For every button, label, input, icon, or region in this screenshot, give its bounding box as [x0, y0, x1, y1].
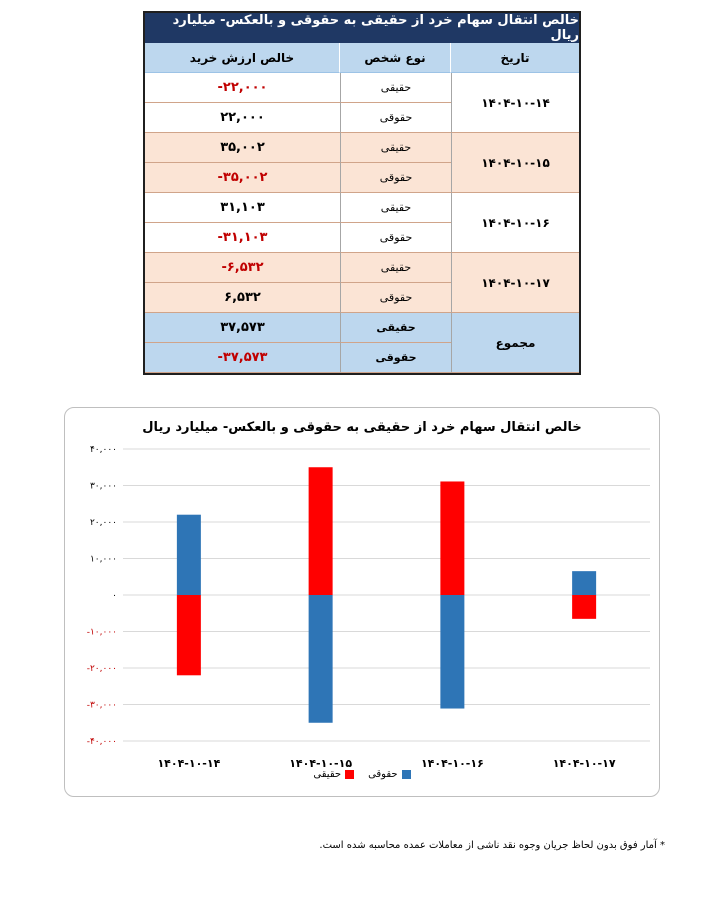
table-date-cell: ۱۴۰۴-۱۰-۱۷	[451, 253, 579, 313]
legend-swatch-legal	[402, 770, 411, 779]
bar	[177, 515, 201, 595]
header-type: نوع شخص	[340, 43, 451, 73]
data-table	[143, 11, 581, 375]
header-value: خالص ارزش خرید	[145, 43, 340, 73]
bar	[440, 595, 464, 709]
table-value-cell: -۳۷,۵۷۳	[145, 343, 340, 373]
y-tick-label: ۲۰,۰۰۰	[89, 518, 117, 528]
table-date-cell: ۱۴۰۴-۱۰-۱۴	[451, 73, 579, 133]
y-tick-label: -۱۰,۰۰۰	[86, 627, 117, 638]
y-tick-label: -۲۰,۰۰۰	[86, 664, 117, 674]
chart-title: خالص انتقال سهام خرد از حقیقی به حقوقی و بالعکس- میلیارد ریال	[142, 420, 582, 435]
table-type-cell: حقیقی	[340, 313, 451, 343]
table-value-cell: ۲۲,۰۰۰	[145, 103, 340, 133]
table-value-cell: ۶,۵۳۲	[145, 283, 340, 313]
y-tick-label: -۴۰,۰۰۰	[86, 737, 117, 747]
table-value-cell: -۳۱,۱۰۳	[145, 223, 340, 253]
y-tick-label: ۴۰,۰۰۰	[89, 445, 117, 455]
bar	[309, 595, 333, 723]
table-title: خالص انتقال سهام خرد از حقیقی به حقوقی و بالعکس- میلیارد ریال	[145, 13, 579, 43]
legend-item-real	[313, 769, 354, 780]
bar	[440, 481, 464, 595]
legend-label-real: حقیقی	[313, 769, 342, 780]
bar	[309, 467, 333, 595]
table-type-cell: حقیقی	[340, 133, 451, 163]
table-grid	[145, 43, 579, 373]
bar	[572, 571, 596, 595]
y-tick-label: -۳۰,۰۰۰	[86, 700, 117, 711]
table-date-cell: مجموع	[451, 313, 579, 373]
header-date: تاریخ	[451, 43, 579, 73]
legend-swatch-real	[345, 770, 354, 779]
table-type-cell: حقوقی	[340, 163, 451, 193]
table-date-cell: ۱۴۰۴-۱۰-۱۶	[451, 193, 579, 253]
table-value-cell: ۳۷,۵۷۳	[145, 313, 340, 343]
bar-chart	[65, 408, 661, 798]
table-type-cell: حقوقی	[340, 343, 451, 373]
legend-label-legal: حقوقی	[368, 769, 398, 780]
table-value-cell: ۳۵,۰۰۲	[145, 133, 340, 163]
y-tick-label: ۳۰,۰۰۰	[89, 481, 117, 492]
table-value-cell: -۳۵,۰۰۲	[145, 163, 340, 193]
x-tick-label: ۱۴۰۴-۱۰-۱۴	[157, 757, 221, 770]
table-value-cell: -۶,۵۳۲	[145, 253, 340, 283]
x-tick-label: ۱۴۰۴-۱۰-۱۷	[552, 757, 616, 770]
chart-legend	[65, 769, 659, 780]
y-tick-label: ۱۰,۰۰۰	[89, 554, 117, 565]
table-type-cell: حقوقی	[340, 283, 451, 313]
table-type-cell: حقیقی	[340, 73, 451, 103]
x-tick-label: ۱۴۰۴-۱۰-۱۶	[420, 757, 484, 770]
table-type-cell: حقوقی	[340, 103, 451, 133]
table-type-cell: حقیقی	[340, 193, 451, 223]
bar	[177, 595, 201, 675]
footnote: * آمار فوق بدون لحاظ جریان وجوه نقد ناشی از معاملات عمده محاسبه شده است.	[319, 840, 665, 851]
table-value-cell: -۲۲,۰۰۰	[145, 73, 340, 103]
legend-item-legal	[368, 769, 411, 780]
table-type-cell: حقیقی	[340, 253, 451, 283]
table-date-cell: ۱۴۰۴-۱۰-۱۵	[451, 133, 579, 193]
x-tick-label: ۱۴۰۴-۱۰-۱۵	[289, 757, 353, 770]
bar	[572, 595, 596, 619]
y-tick-label: ۰	[112, 591, 117, 601]
chart-container	[64, 407, 660, 797]
table-value-cell: ۳۱,۱۰۳	[145, 193, 340, 223]
table-type-cell: حقوقی	[340, 223, 451, 253]
